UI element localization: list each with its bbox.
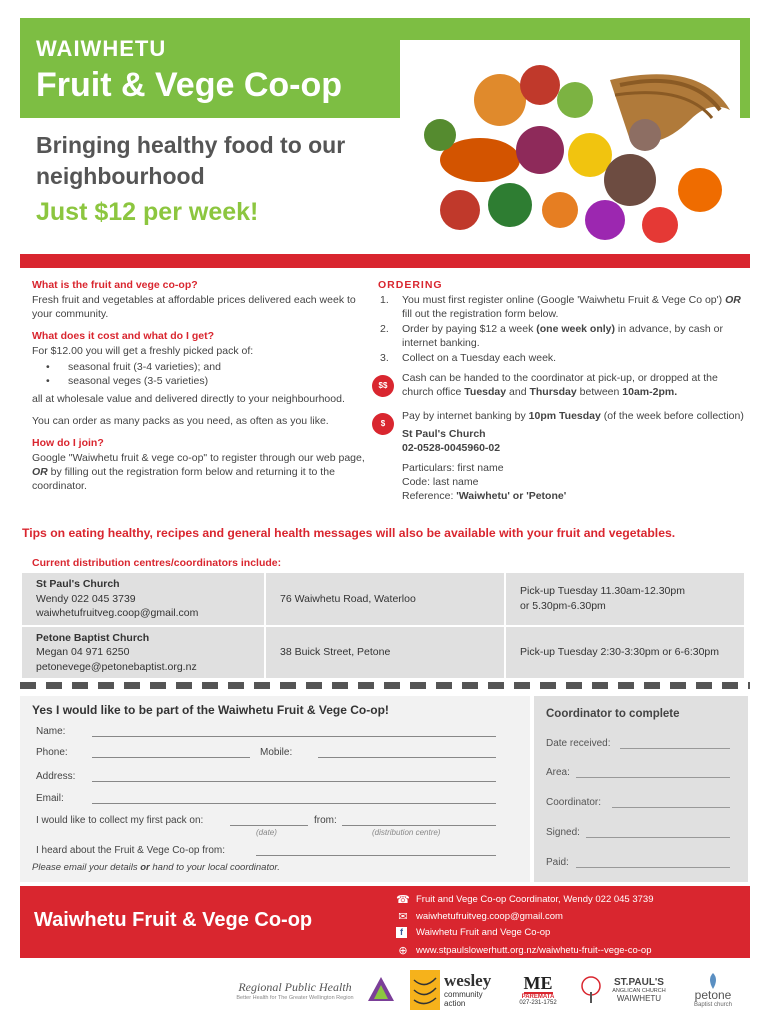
faq-answer-2c: You can order as many packs as you need, as often as you like. [32, 415, 329, 427]
footer-email[interactable]: ✉ waiwhetufruitveg.coop@gmail.com [396, 910, 563, 923]
coordinator-label: Coordinator: [546, 797, 602, 808]
email-link[interactable]: petonevege@petonebaptist.org.nz [36, 660, 197, 673]
distribution-table [20, 571, 746, 680]
distribution-title: Current distribution centres/coordinators include: [32, 557, 282, 569]
area-field[interactable] [576, 777, 730, 778]
heard-field[interactable] [256, 855, 496, 856]
footer-phone: ☎ Fruit and Vege Co-op Coordinator, Wendy 022 045 3739 [396, 894, 654, 906]
list-item: 2. Order by paying $12 a week (one week only) in advance, by cash or internet banking. [380, 323, 723, 349]
paid-label: Paid: [546, 857, 569, 868]
list-item: • seasonal fruit (3-4 varieties); and [46, 360, 372, 374]
area-label: Area: [546, 767, 570, 778]
ordering-steps [378, 293, 750, 365]
paid-field[interactable] [576, 867, 730, 868]
address-field[interactable] [92, 781, 496, 782]
heard-label: I heard about the Fruit & Vege Co-op from: [36, 845, 225, 856]
form-heading: Yes I would like to be part of the Waiwhetu Fruit & Vege Co-op! [32, 703, 389, 717]
table-row: St Paul's Church Wendy 022 045 3739 waiwhetufruitveg.coop@gmail.com 76 Waiwhetu Road, Waterloo Pick-up Tuesday 11.30am-12.30pm or 5.30pm-6.30pm [21, 572, 745, 626]
mobile-field[interactable] [318, 757, 496, 758]
facebook-icon: f [396, 927, 407, 938]
email-link[interactable]: waiwhetufruitveg.coop@gmail.com [36, 607, 199, 619]
phone-field[interactable] [92, 757, 250, 758]
footer-website[interactable]: ⊕ www.stpaulslowerhutt.org.nz/waiwhetu-fruit--vege-co-op [396, 944, 652, 957]
faq-question-3: How do I join? [32, 437, 104, 449]
bank-account: St Paul's Church 02-0528-0045960-02 Particulars: first name Code: last name Reference: 'Waiwhetu' or 'Petone' [402, 428, 567, 502]
tree-icon [580, 966, 602, 1014]
header-subtitle: WAIWHETU [36, 36, 167, 61]
ordering-title: ORDERING [378, 279, 443, 291]
tips-banner: Tips on eating healthy, recipes and general health messages will also be available with your fruit and vegetables. [22, 526, 676, 540]
list-item: 3. Collect on a Tuesday each week. [380, 352, 557, 364]
list-item: • seasonal veges (3-5 varieties) [46, 374, 372, 388]
cash-icon: $$ [372, 375, 394, 397]
date-received-field[interactable] [620, 748, 730, 749]
faq-answer-2: For $12.00 you will get a freshly picked pack of: [32, 345, 254, 357]
faq-answer-3: Google "Waiwhetu fruit & vege co-op" to register through our web page, OR by filling out the registration form below and returning it to the coordinator. [32, 452, 365, 492]
cornucopia-image [400, 40, 740, 250]
table-row: Petone Baptist Church Megan 04 971 6250 petonevege@petonebaptist.org.nz 38 Buick Street, Petone Pick-up Tuesday 2:30-3:30pm or 6-6:30pm [21, 626, 745, 680]
phone-icon: ☎ [396, 894, 410, 906]
pack-contents-list [46, 360, 372, 388]
regional-public-health-logo: Regional Public Health Better Health for The Greater Wellington Region [236, 979, 354, 1001]
flame-icon [704, 973, 722, 989]
collect-centre-field[interactable] [342, 825, 496, 826]
email-field[interactable] [92, 803, 496, 804]
mobile-label: Mobile: [260, 747, 293, 758]
footer-facebook[interactable]: f Waiwhetu Fruit and Vege Co-op [396, 927, 550, 938]
phone-label: Phone: [36, 747, 68, 758]
centre-hint: (distribution centre) [372, 828, 441, 837]
wesley-emblem-icon [408, 966, 442, 1014]
price-line: Just $12 per week! [36, 198, 259, 226]
faq-answer-2b: all at wholesale value and delivered directly to your neighbourhood. [32, 393, 345, 405]
date-received-label: Date received: [546, 738, 611, 749]
card-icon: $ [372, 413, 394, 435]
red-divider [20, 254, 750, 268]
faq-question-2: What does it cost and what do I get? [32, 330, 215, 342]
st-pauls-logo: ST.PAUL'S ANGLICAN CHURCH WAIWHETU [612, 977, 666, 1003]
cut-line [20, 682, 750, 689]
coordinator-field[interactable] [612, 807, 730, 808]
name-label: Name: [36, 726, 66, 737]
header-title: Fruit & Vege Co-op [36, 66, 342, 104]
faq-column [32, 278, 372, 493]
bank-payment-info: $ Pay by internet banking by 10pm Tuesday (of the week before collection) [378, 409, 750, 423]
collect-label: I would like to collect my first pack on: [36, 815, 204, 826]
email-label: Email: [36, 793, 64, 804]
wesley-logo: wesley community action [444, 971, 492, 1008]
cash-payment-info: $$ Cash can be handed to the coordinator at pick-up, or dropped at the church office Tuesday and Thursday between 10am-2pm. [378, 371, 750, 399]
address-label: Address: [36, 771, 76, 782]
form-note: Please email your details or hand to your local coordinator. [32, 862, 280, 873]
signed-field[interactable] [586, 837, 730, 838]
footer-title: Waiwhetu Fruit & Vege Co-op [34, 909, 313, 931]
date-hint: (date) [256, 828, 277, 837]
signed-label: Signed: [546, 827, 580, 838]
coordinator-heading: Coordinator to complete [546, 708, 680, 720]
ordering-column [378, 278, 750, 503]
faq-answer-1: Fresh fruit and vegetables at affordable prices delivered each week to your community. [32, 294, 356, 320]
rph-emblem-icon [364, 966, 398, 1014]
globe-icon: ⊕ [398, 945, 408, 957]
mail-icon: ✉ [398, 911, 408, 923]
collect-date-field[interactable] [230, 825, 308, 826]
list-item: 1. You must first register online (Google 'Waiwhetu Fruit & Vege Co op') OR fill out the registration form below. [380, 294, 741, 320]
faq-question-1: What is the fruit and vege co-op? [32, 279, 198, 291]
me-transport-logo: ME PAREMATA 027-231-1752 [519, 973, 557, 1006]
petone-baptist-logo: petone Baptist church [680, 966, 746, 1014]
name-field[interactable] [92, 736, 496, 737]
from-label: from: [314, 815, 337, 826]
tagline: Bringing healthy food to our neighbourhood [36, 132, 346, 189]
coordinator-box [534, 696, 748, 882]
